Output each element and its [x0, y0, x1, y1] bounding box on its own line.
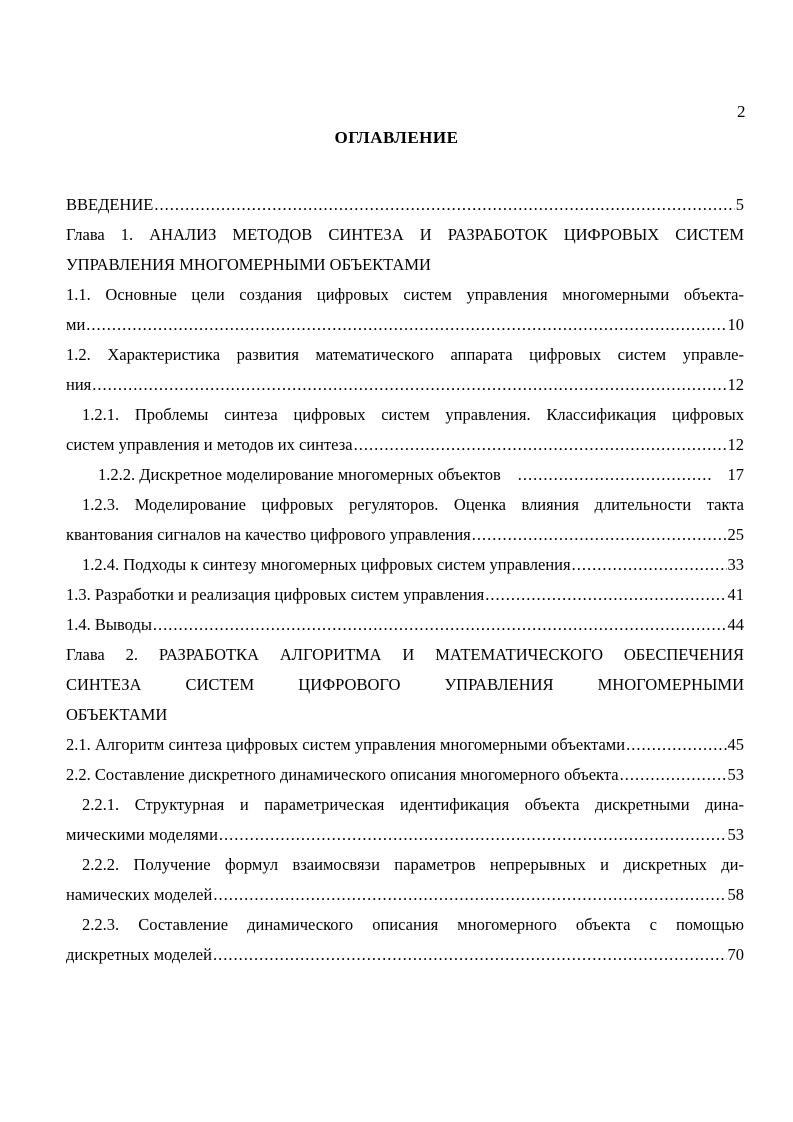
toc-entry-1-2-2[interactable] — [66, 460, 744, 490]
toc-page-ref: 58 — [727, 885, 744, 904]
toc-entry-label: 1.2.4. Подходы к синтезу многомерных цифровых систем управления — [82, 555, 571, 574]
toc-entry-label: ми — [66, 315, 86, 334]
toc-page-ref: 41 — [727, 585, 744, 604]
toc-entry-label: 2.2. Составление дискретного динамического описания многомерного объекта — [66, 765, 619, 784]
toc-entry-label: 1.3. Разработки и реализация цифровых систем управления — [66, 585, 485, 604]
toc-page-ref: 44 — [727, 615, 744, 634]
page-number: 2 — [737, 102, 746, 121]
dot-leader — [153, 610, 727, 640]
dot-leader — [620, 760, 727, 790]
dot-leader — [572, 550, 727, 580]
toc-title: ОГЛАВЛЕНИЕ — [334, 128, 459, 147]
toc-entry-1-4[interactable] — [66, 610, 744, 640]
toc-entry-2-2-2[interactable] — [66, 850, 744, 910]
toc-entry-1-3[interactable] — [66, 580, 744, 610]
dot-leader — [219, 820, 727, 850]
toc-entry-label: дискретных моделей — [66, 945, 212, 964]
dot-leader — [502, 460, 711, 490]
toc-entry-label: мическими моделями — [66, 825, 218, 844]
dot-leader — [485, 580, 726, 610]
toc-entry-label: 1.2.2. Дискретное моделирование многомерных объектов — [98, 465, 501, 484]
toc-entry-line: 1.2.3. Моделирование цифровых регуляторов. Оценка влияния длительности такта — [82, 495, 744, 514]
toc-page-ref: 33 — [727, 555, 744, 574]
toc-chapter-2[interactable] — [66, 640, 744, 730]
toc-page-ref: 45 — [727, 735, 744, 754]
toc-entry-1-2-3[interactable] — [66, 490, 744, 550]
toc-chapter-line: ОБЪЕКТАМИ — [66, 705, 168, 724]
toc-entry-line: 2.2.1. Структурная и параметрическая идентификация объекта дискретными дина- — [82, 795, 744, 814]
toc-page-ref: 12 — [727, 375, 744, 394]
toc-page-ref: 5 — [735, 195, 744, 214]
toc-entry-label: ВВЕДЕНИЕ — [66, 195, 154, 214]
toc-chapter-line: Глава 1. АНАЛИЗ МЕТОДОВ СИНТЕЗА И РАЗРАБОТОК ЦИФРОВЫХ СИСТЕМ — [66, 225, 744, 244]
dot-leader — [213, 880, 726, 910]
dot-leader — [154, 190, 734, 220]
toc-entry-label: 2.1. Алгоритм синтеза цифровых систем управления многомерными объектами — [66, 735, 626, 754]
dot-leader — [213, 940, 727, 970]
toc-entry-1-2-4[interactable] — [66, 550, 744, 580]
toc-page-ref: 12 — [727, 435, 744, 454]
toc-entry-line: 2.2.3. Составление динамического описания многомерного объекта с помощью — [82, 915, 744, 934]
toc-page-ref: 25 — [727, 525, 744, 544]
toc-entry-line: 1.1. Основные цели создания цифровых систем управления многомерными объекта- — [66, 285, 744, 304]
dot-leader — [354, 430, 727, 460]
toc-entry-2-2[interactable] — [66, 760, 744, 790]
toc-entry-line: 1.2. Характеристика развития математического аппарата цифровых систем управле- — [66, 345, 744, 364]
toc-entry-1-2-1[interactable] — [66, 400, 744, 460]
dot-leader — [472, 520, 727, 550]
dot-leader — [626, 730, 726, 760]
toc-entry-2-2-3[interactable] — [66, 910, 744, 970]
toc-entry-2-1[interactable] — [66, 730, 744, 760]
toc-page-ref: 10 — [727, 315, 744, 334]
toc-entry-label: систем управления и методов их синтеза — [66, 435, 353, 454]
toc-entry-1-1[interactable] — [66, 280, 744, 340]
toc-entry-label: квантования сигналов на качество цифрового управления — [66, 525, 471, 544]
toc-entry-label: ния — [66, 375, 92, 394]
toc-entry-label: 1.4. Выводы — [66, 615, 152, 634]
toc-entry-2-2-1[interactable] — [66, 790, 744, 850]
toc-entry-line: 1.2.1. Проблемы синтеза цифровых систем управления. Классификация цифровых — [82, 405, 744, 424]
toc-page-ref: 53 — [727, 825, 744, 844]
toc-page-ref: 17 — [727, 465, 744, 484]
toc-chapter-line: Глава 2. РАЗРАБОТКА АЛГОРИТМА И МАТЕМАТИЧЕСКОГО ОБЕСПЕЧЕНИЯ — [66, 645, 744, 664]
table-of-contents — [66, 190, 744, 970]
toc-chapter-line: СИНТЕЗА СИСТЕМ ЦИФРОВОГО УПРАВЛЕНИЯ МНОГОМЕРНЫМИ — [66, 675, 744, 694]
toc-entry-line: 2.2.2. Получение формул взаимосвязи параметров непрерывных и дискретных ди- — [82, 855, 744, 874]
toc-page-ref: 53 — [727, 765, 744, 784]
toc-entry-label: намических моделей — [66, 885, 213, 904]
toc-entry-1-2[interactable] — [66, 340, 744, 400]
toc-page-ref: 70 — [727, 945, 744, 964]
toc-chapter-line: УПРАВЛЕНИЯ МНОГОМЕРНЫМИ ОБЪЕКТАМИ — [66, 255, 431, 274]
dot-leader — [92, 370, 726, 400]
toc-entry-introduction[interactable] — [66, 190, 744, 220]
dot-leader — [86, 310, 726, 340]
toc-chapter-1[interactable] — [66, 220, 744, 280]
